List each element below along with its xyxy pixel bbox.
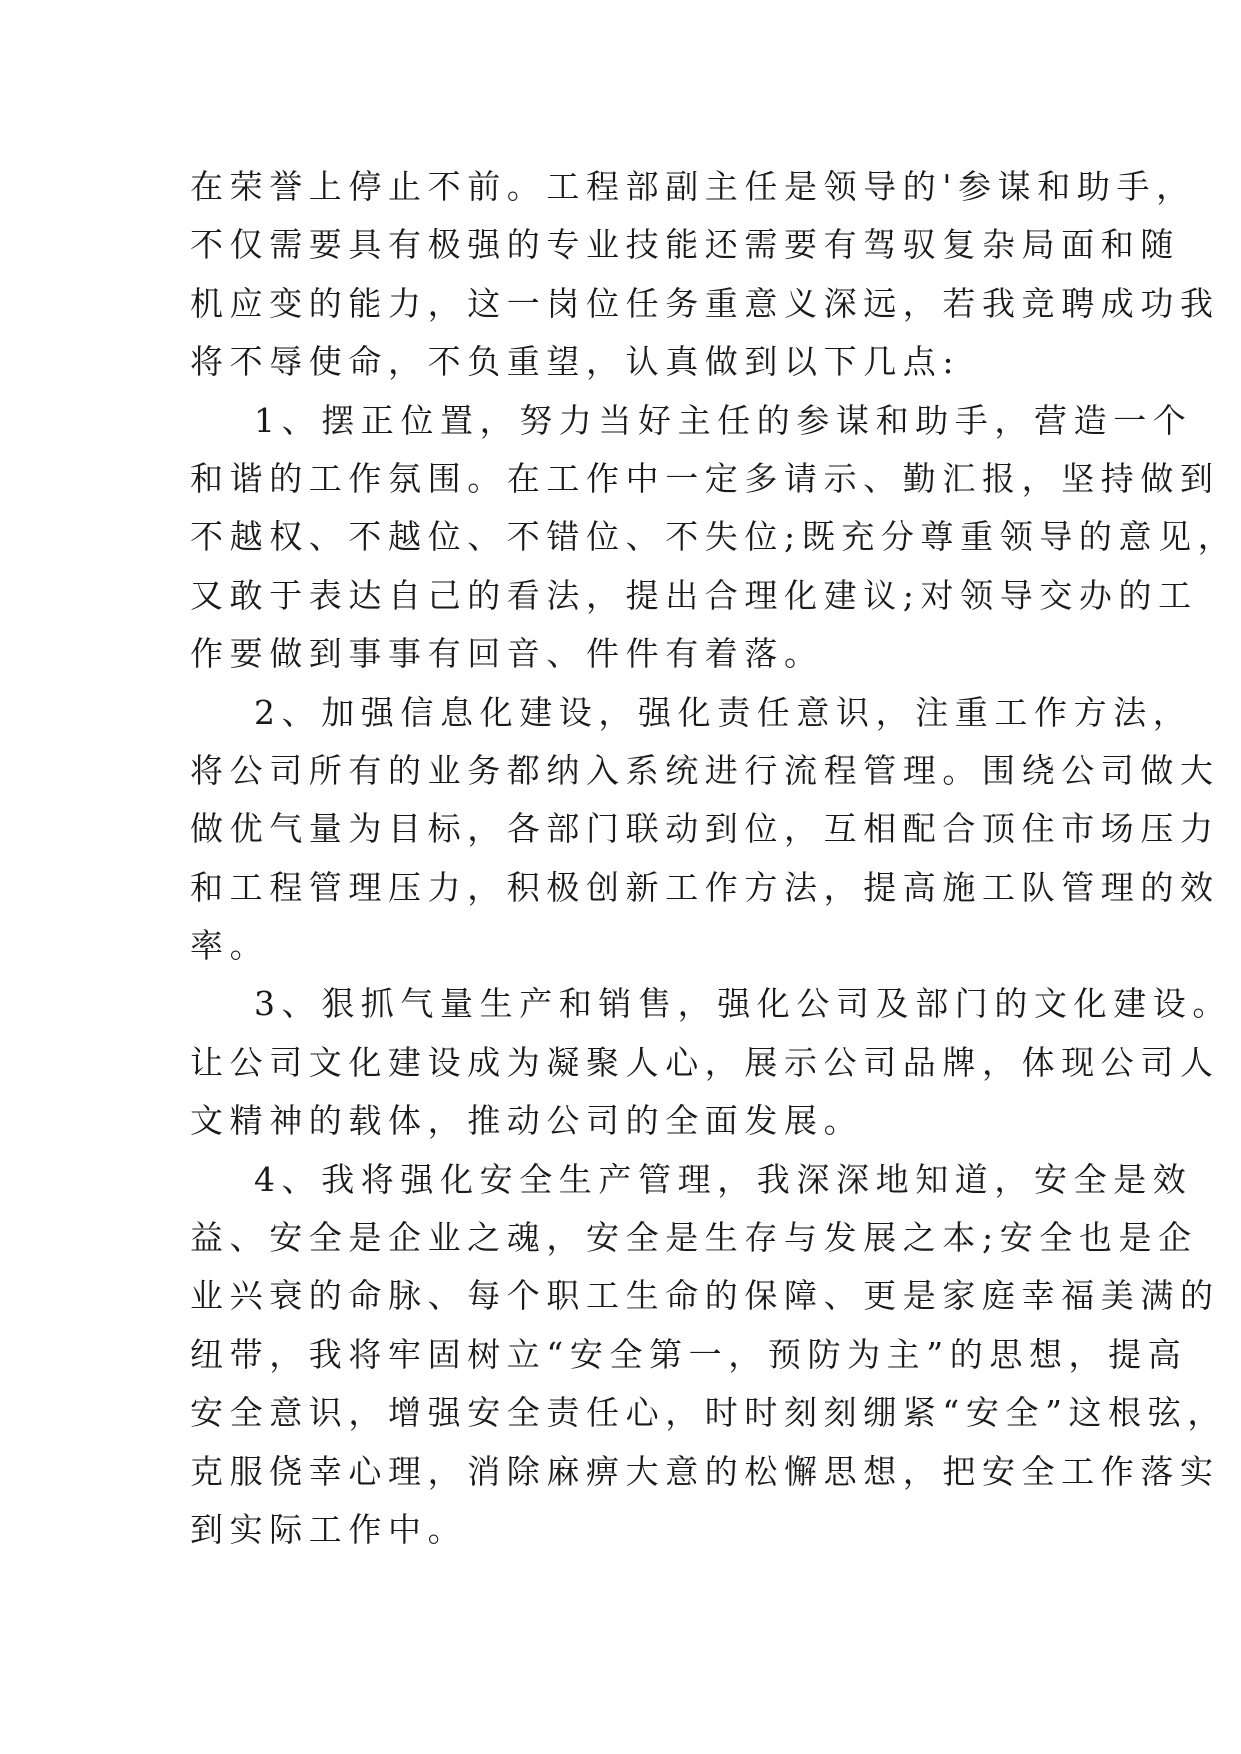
text-line: 益、安全是企业之魂，安全是生存与发展之本;安全也是企 xyxy=(190,1218,1198,1258)
text-line: 业兴衰的命脉、每个职工生命的保障、更是家庭幸福美满的 xyxy=(190,1276,1220,1316)
text-line: 率。 xyxy=(190,926,270,966)
text-line: 和工程管理压力，积极创新工作方法，提高施工队管理的效 xyxy=(190,867,1220,907)
text-line: 不越权、不越位、不错位、不失位;既充分尊重领导的意见， xyxy=(190,517,1238,557)
paragraph-start-line: 4、我将强化安全生产管理，我深深地知道，安全是效 xyxy=(254,1159,1193,1199)
text-line: 克服侥幸心理，消除麻痹大意的松懈思想，把安全工作落实 xyxy=(190,1451,1220,1491)
text-line: 文精神的载体，推动公司的全面发展。 xyxy=(190,1101,864,1141)
text-line: 又敢于表达自己的看法，提出合理化建议;对领导交办的工 xyxy=(190,575,1198,615)
text-line: 在荣誉上停止不前。工程部副主任是领导的'参谋和助手， xyxy=(190,167,1196,206)
paragraph-start-line: 1、摆正位置，努力当好主任的参谋和助手，营造一个 xyxy=(254,400,1193,440)
text-line: 机应变的能力，这一岗位任务重意义深远，若我竞聘成功我 xyxy=(190,283,1220,323)
text-line: 纽带，我将牢固树立“安全第一，预防为主”的思想，提高 xyxy=(190,1334,1188,1374)
document-body xyxy=(190,158,1238,1559)
paragraph-start-line: 2、加强信息化建设，强化责任意识，注重工作方法， xyxy=(254,692,1193,732)
text-line: 和谐的工作氛围。在工作中一定多请示、勤汇报，坚持做到 xyxy=(190,458,1220,498)
text-line: 安全意识，增强安全责任心，时时刻刻绷紧“安全”这根弦， xyxy=(190,1393,1227,1433)
text-line: 到实际工作中。 xyxy=(190,1509,468,1549)
text-line: 将公司所有的业务都纳入系统进行流程管理。围绕公司做大 xyxy=(190,750,1220,790)
text-line: 不仅需要具有极强的专业技能还需要有驾驭复杂局面和随 xyxy=(190,225,1180,265)
paragraph-start-line: 3、狠抓气量生产和销售，强化公司及部门的文化建设。 xyxy=(254,984,1232,1024)
text-line: 让公司文化建设成为凝聚人心，展示公司品牌，体现公司人 xyxy=(190,1042,1220,1082)
text-line: 做优气量为目标，各部门联动到位，互相配合顶住市场压力 xyxy=(190,809,1220,849)
text-line: 将不辱使命，不负重望，认真做到以下几点: xyxy=(190,342,961,382)
text-line: 作要做到事事有回音、件件有着落。 xyxy=(190,634,824,674)
